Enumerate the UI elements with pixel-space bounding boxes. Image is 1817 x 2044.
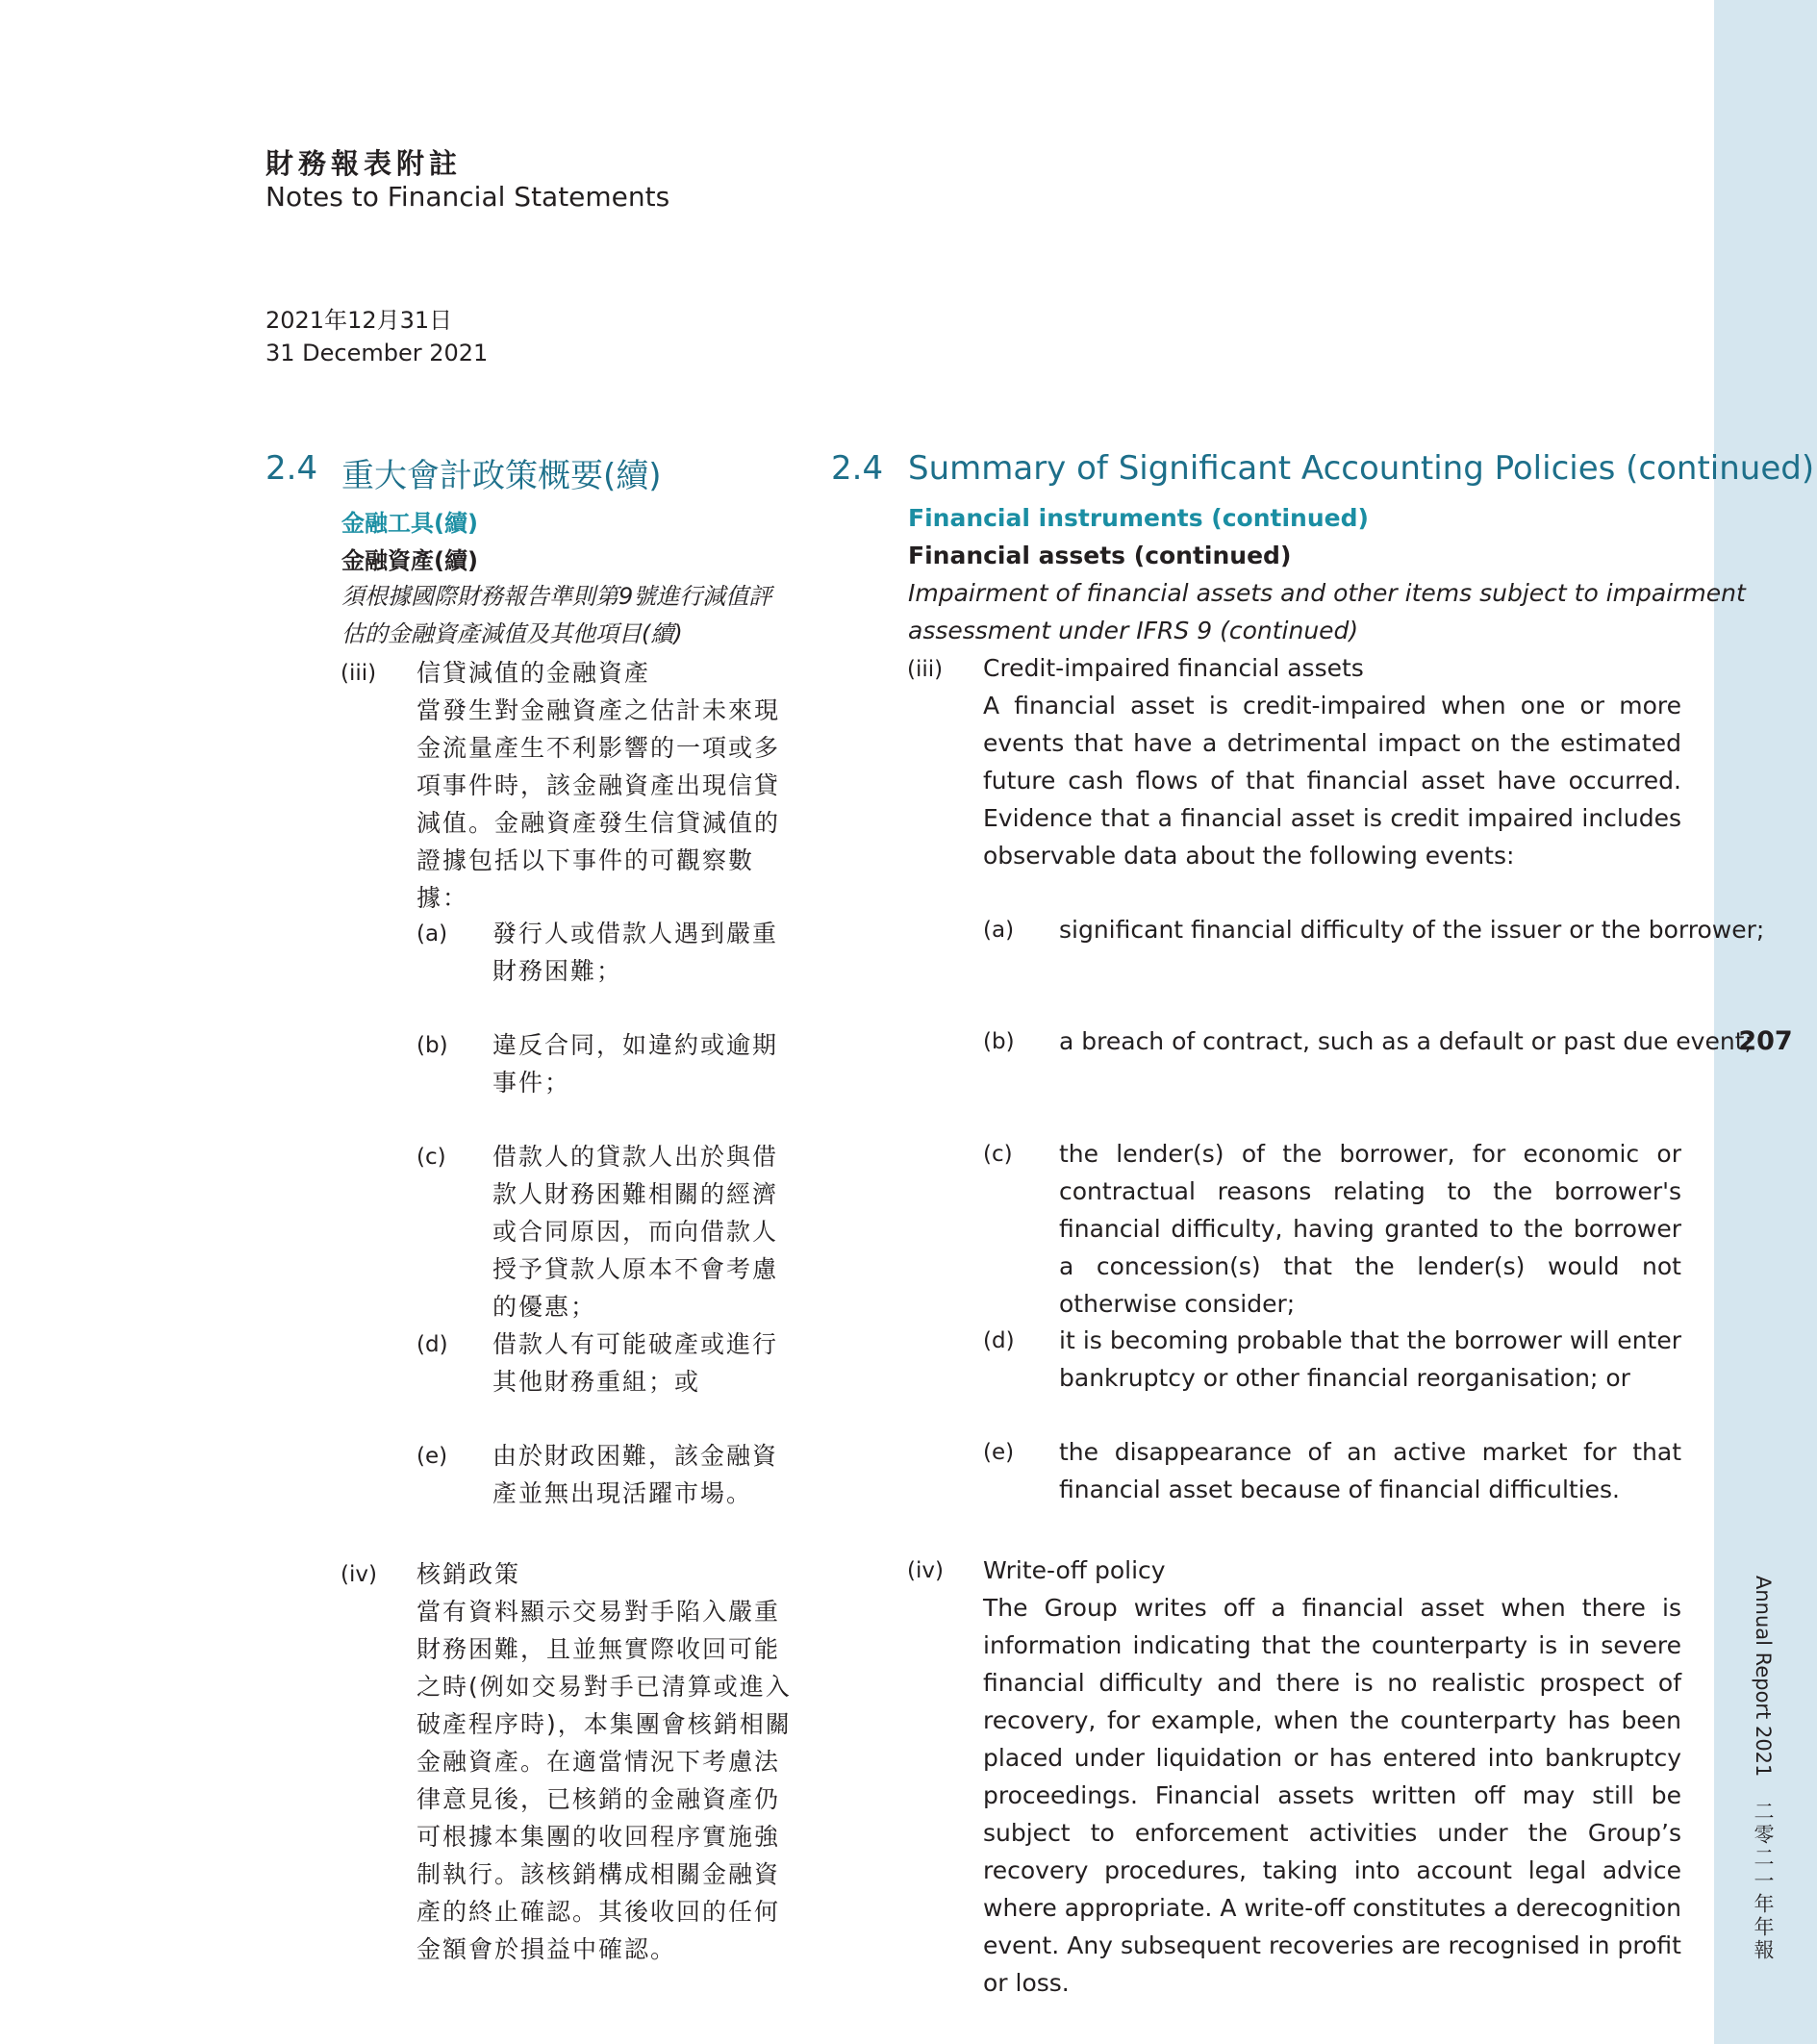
item-a-label-en: (a) [983,918,1015,943]
iv-label-cn: (iv) [341,1562,377,1587]
date-cn: 2021年12月31日 [265,307,453,334]
subhead-bold-cn: 金融資產(續) [341,547,478,574]
iii-title-en: Credit-impaired financial assets [983,654,1364,682]
item-b-text-cn: 違反合同，如違約或逾期事件； [492,1031,779,1097]
item-e-label-cn: (e) [416,1444,448,1469]
item-b-label-cn: (b) [416,1033,448,1058]
item-d-label-cn: (d) [416,1332,448,1357]
item-d-text-en: it is becoming probable that the borrower will enter bankruptcy or other financial reorganisation; or [1059,1326,1681,1392]
section-title-cn: 重大會計政策概要(續) [341,457,662,495]
item-c-label-cn: (c) [416,1145,446,1170]
report-label [1749,1576,1778,1962]
iii-body-en: A financial asset is credit-impaired when one or more events that have a detrimental impact on the estimated future cash flows of that financial asset have occurred. Evidence that a financial asset is credit impaired includes observable data about the following events: [983,692,1681,870]
item-b-text-en: a breach of contract, such as a default or past due event; [1059,1027,1753,1055]
date-en: 31 December 2021 [265,340,489,366]
subhead-bold-en: Financial assets (continued) [908,542,1292,569]
header-title-en: Notes to Financial Statements [265,181,670,213]
item-d-label-en: (d) [983,1328,1015,1353]
subhead-italic-en-1: Impairment of financial assets and other items subject to impairment [908,579,1746,607]
page-number: 207 [1738,1026,1793,1056]
iii-label-cn: (iii) [341,661,377,686]
item-e-label-en: (e) [983,1440,1015,1465]
iii-label-en: (iii) [907,657,944,682]
iv-label-en: (iv) [907,1558,944,1583]
item-c-label-en: (c) [983,1142,1013,1167]
item-a-label-cn: (a) [416,921,448,946]
subhead-italic-cn-2: 估的金融資產減值及其他項目(續) [341,620,683,647]
item-c-text-cn: 借款人的貸款人出於與借款人財務困難相關的經濟或合同原因，而向借款人授予貸款人原本不會考慮的優惠； [492,1143,779,1321]
header-title-cn: 財務報表附註 [265,147,463,180]
iii-body-cn: 當發生對金融資產之估計未來現金流量產生不利影響的一項或多項事件時，該金融資產出現信貸減值。金融資產發生信貸減值的證據包括以下事件的可觀察數據： [416,696,781,912]
iv-title-cn: 核銷政策 [416,1560,521,1588]
section-title-en: Summary of Significant Accounting Policies (continued) [908,449,1815,488]
subhead-italic-en-2: assessment under IFRS 9 (continued) [908,617,1359,644]
item-e-text-cn: 由於財政困難，該金融資產並無出現活躍市場。 [492,1442,779,1507]
item-e-text-en: the disappearance of an active market for that financial asset because of financial difficulties. [1059,1438,1681,1503]
subhead-teal-cn: 金融工具(續) [341,510,478,537]
section-number-cn: 2.4 [265,449,318,488]
subhead-teal-en: Financial instruments (continued) [908,504,1369,532]
item-b-label-en: (b) [983,1029,1015,1054]
item-a-text-cn: 發行人或借款人遇到嚴重財務困難； [492,920,779,985]
iv-title-en: Write-off policy [983,1556,1166,1584]
item-a-text-en: significant financial difficulty of the issuer or the borrower; [1059,916,1765,944]
iv-body-cn: 當有資料顯示交易對手陷入嚴重財務困難，且並無實際收回可能之時(例如交易對手已清算或進入破產程序時)，本集團會核銷相關金融資產。在適當情況下考慮法律意見後，已核銷的金融資產仍可根據本集團的收回程序實施強制執行。該核銷構成相關金融資產的終止確認。其後收回的任何金額會於損益中確認。 [416,1598,792,1963]
report-label-en: Annual Report 2021 [1752,1576,1775,1778]
iii-title-cn: 信貸減值的金融資產 [416,659,651,687]
item-c-text-en: the lender(s) of the borrower, for economic or contractual reasons relating to the borrower's financial difficulty, having granted to the borrower a concession(s) that the lender(s) would not otherwise consider; [1059,1140,1681,1318]
report-label-cn: 二零二一年年報 [1752,1801,1775,1963]
subhead-italic-cn-1: 須根據國際財務報告準則第9號進行減值評 [341,583,772,610]
iv-body-en: The Group writes off a financial asset when there is information indicating that the counterparty is in severe financial difficulty and there is no realistic prospect of recovery, for example, when the counterparty has been placed under liquidation or has entered into bankruptcy proceedings. Financial assets written off may still be subject to enforcement activities under the Group’s recovery procedures, taking into account legal advice where appropriate. A write-off constitutes a derecognition event. Any subsequent recoveries are recognised in profit or loss. [983,1594,1681,1997]
item-d-text-cn: 借款人有可能破產或進行其他財務重組；或 [492,1330,779,1396]
section-number-en: 2.4 [831,449,884,488]
